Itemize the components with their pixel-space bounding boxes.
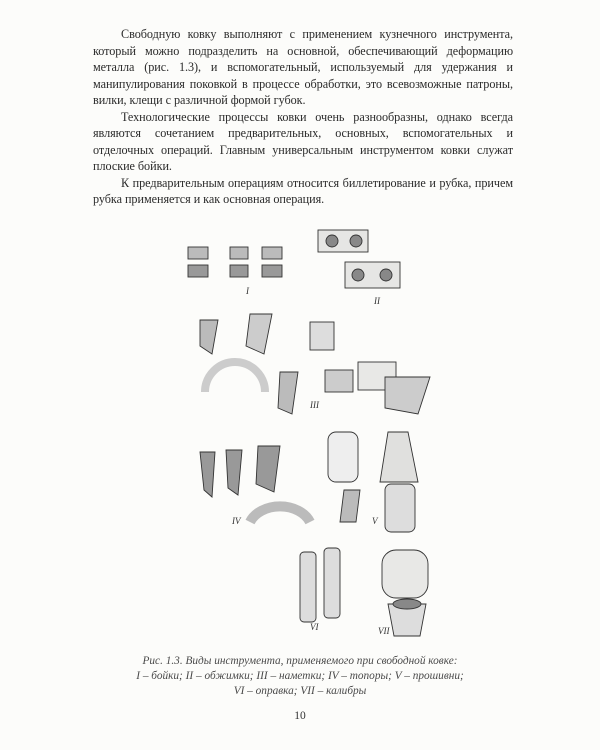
label-group-vii: VII: [378, 626, 390, 636]
group-i-dies: [188, 247, 282, 277]
page-number: 10: [294, 710, 306, 722]
paragraph-3: К предварительным операциям относится биллетирование и рубка, причем рубка применяется и как основная операция.: [93, 175, 513, 206]
label-group-vi: VI: [310, 622, 319, 632]
group-ii-swages: [318, 230, 400, 288]
group-vii-gauges: [382, 550, 428, 636]
figure-caption: [80, 654, 520, 699]
paragraph-2: Технологические процессы ковки очень разнообразны, однако всегда являются сочетанием предварительных, основных, вспомогательных и отделочных операций. Главным универсальным инструментом ковки служат плоские бойки.: [93, 109, 513, 173]
label-group-i: I: [246, 286, 249, 296]
label-group-iv: IV: [232, 516, 241, 526]
caption-line-3: VI – оправка; VII – калибры: [233, 685, 367, 697]
group-iii-fullers: [200, 314, 430, 414]
paragraph-1: Свободную ковку выполняют с применением кузнечного инструмента, который можно подразделить на основной, обеспечивающий деформацию металла (рис. 1.3), и вспомогательный, используемый для удержания и манипулирования поковкой в процессе обработки, это всевозможные патроны, вилки, клещи с различной формой губок.: [93, 27, 513, 107]
group-vi-mandrels: [300, 548, 340, 622]
caption-line-2: I – бойки; II – обжимки; III – наметки; IV – топоры; V – прошивни;: [136, 670, 464, 682]
group-iv-chisels: [200, 446, 310, 522]
label-group-ii: II: [374, 296, 380, 306]
label-group-iii: III: [310, 400, 319, 410]
tools-illustration: [160, 222, 460, 642]
body-text: [93, 26, 513, 208]
label-group-v: V: [372, 516, 378, 526]
figure-forging-tools: [160, 222, 460, 642]
caption-line-1: Рис. 1.3. Виды инструмента, применяемого при свободной ковке:: [142, 655, 458, 667]
